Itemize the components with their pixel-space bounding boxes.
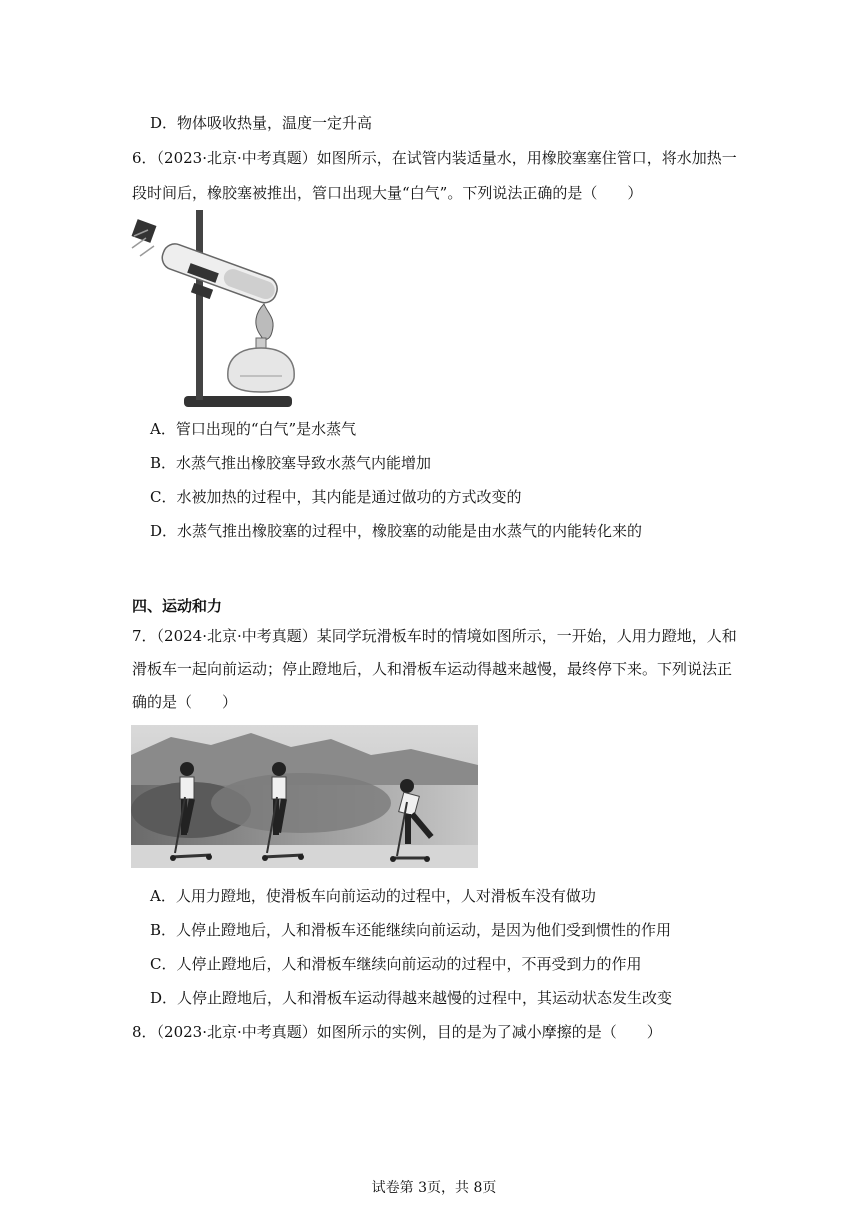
q6-option-b: B．水蒸气推出橡胶塞导致水蒸气内能增加 <box>150 454 432 472</box>
q7-option-a: A．人用力蹬地，使滑板车向前运动的过程中，人对滑板车没有做功 <box>150 887 596 905</box>
test-tube-heating-figure <box>128 208 298 410</box>
q7-option-b: B．人停止蹬地后，人和滑板车还能继续向前运动，是因为他们受到惯性的作用 <box>150 921 672 939</box>
q6-option-d: D．水蒸气推出橡胶塞的过程中，橡胶塞的动能是由水蒸气的内能转化来的 <box>150 522 643 540</box>
q6-stem-line2: 段时间后，橡胶塞被推出，管口出现大量“白气”。下列说法正确的是（ ） <box>132 184 643 202</box>
q8-stem-line1: 8．（2023·北京·中考真题）如图所示的实例，目的是为了减小摩擦的是（ ） <box>132 1023 662 1041</box>
q7-stem-line1: 7．（2024·北京·中考真题）某同学玩滑板车时的情境如图所示，一开始，人用力蹬地，人和 <box>132 627 737 645</box>
q5-option-d: D．物体吸收热量，温度一定升高 <box>150 114 373 132</box>
section-title: 四、运动和力 <box>132 597 223 615</box>
q7-stem-line3: 确的是（ ） <box>132 693 238 711</box>
page-footer: 试卷第 3页，共 8页 <box>371 1180 497 1196</box>
q6-option-a: A．管口出现的“白气”是水蒸气 <box>150 420 357 438</box>
q6-stem-line1: 6．（2023·北京·中考真题）如图所示，在试管内装适量水，用橡胶塞塞住管口，将水加热一 <box>132 149 737 167</box>
q6-option-c: C．水被加热的过程中，其内能是通过做功的方式改变的 <box>150 488 522 506</box>
scooter-photo-figure <box>131 725 478 868</box>
q7-stem-line2: 滑板车一起向前运动；停止蹬地后，人和滑板车运动得越来越慢，最终停下来。下列说法正 <box>132 660 733 678</box>
q7-option-c: C．人停止蹬地后，人和滑板车继续向前运动的过程中，不再受到力的作用 <box>150 955 642 973</box>
q7-option-d: D．人停止蹬地后，人和滑板车运动得越来越慢的过程中，其运动状态发生改变 <box>150 989 673 1007</box>
